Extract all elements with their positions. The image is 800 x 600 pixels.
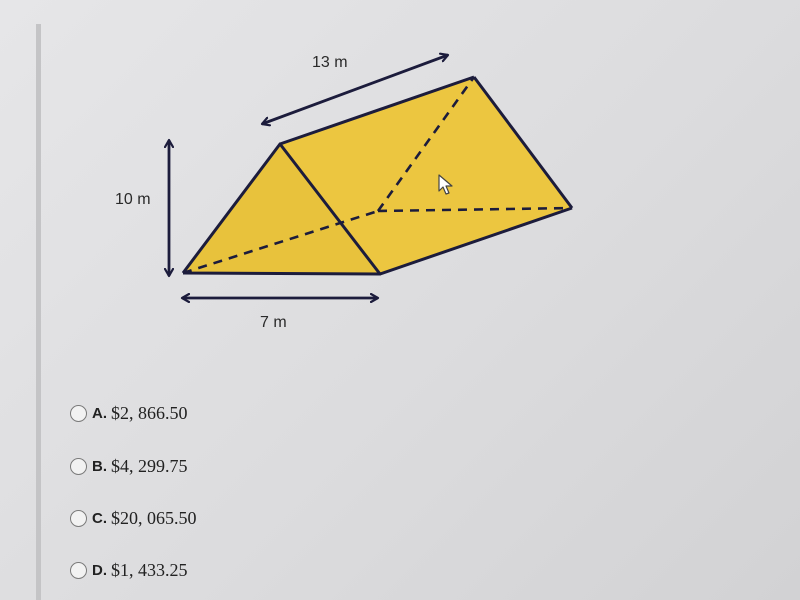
option-value: $1, 433.25: [111, 559, 188, 580]
option-letter: A.: [92, 404, 107, 422]
option-d[interactable]: [70, 557, 370, 583]
radio-b[interactable]: [70, 458, 87, 475]
option-letter: B.: [92, 457, 107, 475]
radio-a[interactable]: [70, 405, 87, 422]
option-letter: D.: [92, 561, 107, 579]
radio-c[interactable]: [70, 510, 87, 527]
base-label: 7 m: [260, 314, 287, 331]
option-value: $4, 299.75: [111, 455, 188, 476]
mouse-pointer-icon: [438, 174, 454, 196]
option-b[interactable]: [70, 453, 370, 479]
option-letter: C.: [92, 509, 107, 527]
option-a[interactable]: [70, 400, 370, 426]
option-value: $2, 866.50: [111, 402, 188, 423]
option-value: $20, 065.50: [111, 507, 197, 528]
height-label: 10 m: [115, 191, 151, 208]
length-label: 13 m: [312, 54, 348, 71]
option-c[interactable]: [70, 505, 370, 531]
radio-d[interactable]: [70, 562, 87, 579]
